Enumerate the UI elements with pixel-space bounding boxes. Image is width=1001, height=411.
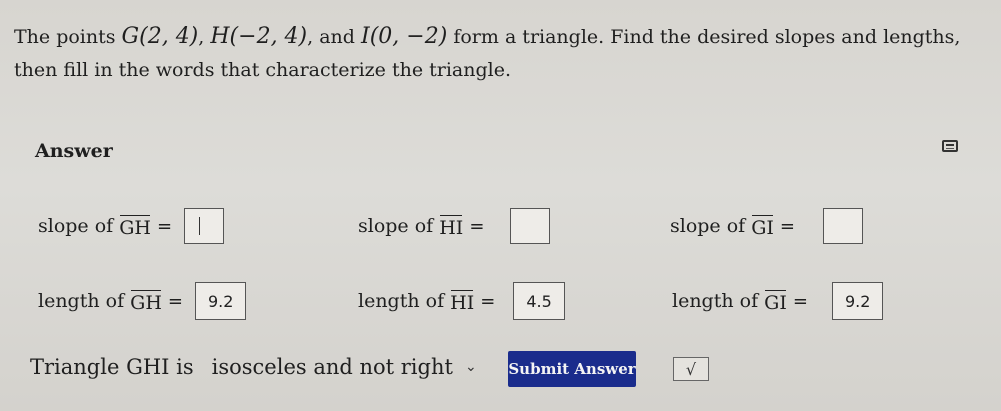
point-i: I(0, −2) [361, 24, 448, 49]
answer-heading: Answer [35, 140, 113, 162]
square-root-icon[interactable] [673, 357, 709, 381]
slope-gh-field [38, 208, 224, 244]
segment-gi-label: GI [751, 214, 774, 239]
problem-text-intro: The points [14, 26, 116, 48]
slope-hi-prefix: slope of [358, 215, 434, 237]
slope-gh-input[interactable] [184, 208, 224, 244]
classification-prefix: Triangle GHI is [30, 355, 194, 379]
problem-text-instructions: form a triangle. Find the desired slopes and lengths, then fill in the words that characterize the triangle. [14, 26, 961, 81]
slope-gi-prefix: slope of [670, 215, 746, 237]
length-hi-equals: = [480, 290, 496, 312]
problem-statement [14, 20, 984, 87]
length-gi-equals: = [792, 290, 808, 312]
length-hi-prefix: length of [358, 290, 445, 312]
segment-gh-label: GH [130, 289, 162, 314]
slope-hi-field [358, 208, 550, 244]
segment-gi-label: GI [764, 289, 787, 314]
length-gh-field [38, 282, 246, 320]
point-g: G(2, 4) [121, 24, 199, 49]
slope-gi-input[interactable] [823, 208, 863, 244]
segment-hi-label: HI [450, 289, 474, 314]
calculator-icon[interactable] [942, 140, 958, 152]
submit-answer-button[interactable]: Submit Answer [508, 351, 636, 387]
segment-hi-label: HI [439, 214, 463, 239]
chevron-down-icon: ⌄ [464, 359, 477, 375]
classification-selected: isosceles and not right [211, 355, 453, 379]
problem-separator-1: , [198, 26, 205, 48]
square-root-label: √ [685, 359, 697, 379]
classification-dropdown[interactable] [208, 353, 481, 381]
slope-hi-equals: = [469, 215, 485, 237]
slope-gi-field [670, 208, 863, 244]
length-gh-prefix: length of [38, 290, 125, 312]
slope-gh-prefix: slope of [38, 215, 114, 237]
length-gi-field [672, 282, 883, 320]
length-hi-field [358, 282, 565, 320]
text-cursor [199, 217, 200, 235]
length-gh-equals: = [167, 290, 183, 312]
slope-hi-input[interactable] [510, 208, 550, 244]
length-gh-input[interactable]: 9.2 [195, 282, 246, 320]
problem-separator-2: , and [307, 26, 355, 48]
length-gi-input[interactable]: 9.2 [832, 282, 883, 320]
length-gi-prefix: length of [672, 290, 759, 312]
point-h: H(−2, 4) [210, 24, 308, 49]
segment-gh-label: GH [119, 214, 151, 239]
triangle-classification [30, 353, 481, 381]
length-hi-input[interactable]: 4.5 [513, 282, 564, 320]
slope-gh-equals: = [156, 215, 173, 237]
slope-gi-equals: = [779, 215, 796, 237]
